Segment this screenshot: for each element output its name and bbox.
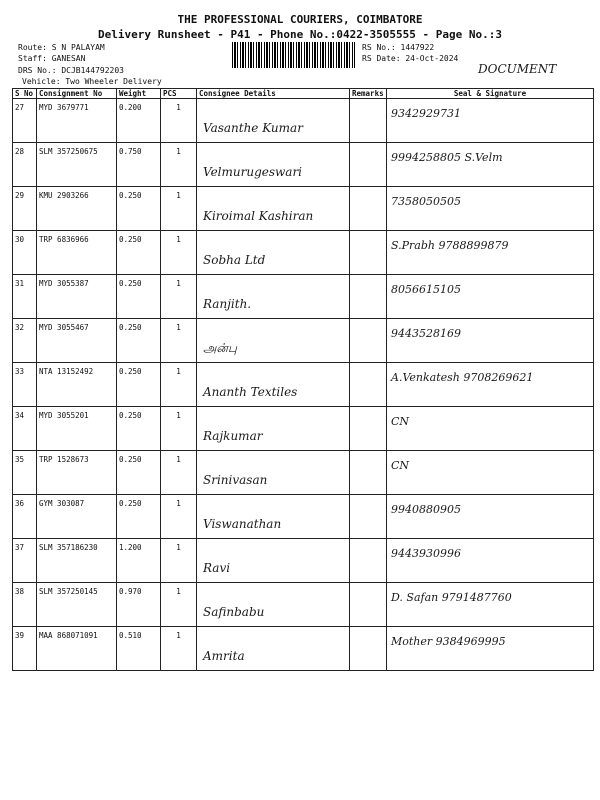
- consignment-cell: TRP 6836966: [37, 231, 117, 275]
- weight-cell: 0.250: [117, 319, 161, 363]
- table-row: [13, 451, 594, 495]
- remarks-cell: [350, 407, 387, 451]
- consignee-cell: [197, 99, 350, 143]
- weight-cell: 0.250: [117, 495, 161, 539]
- table-row: [13, 231, 594, 275]
- company-title: THE PROFESSIONAL COURIERS, COIMBATORE: [177, 13, 423, 26]
- rs-date: RS Date: 24-Oct-2024: [362, 54, 459, 63]
- handwritten-signature: 9443930996: [391, 547, 461, 560]
- vehicle-info: Vehicle: Two Wheeler Delivery: [22, 77, 162, 86]
- sno-cell: 39: [13, 627, 37, 671]
- pcs-cell: 1: [161, 451, 197, 495]
- remarks-cell: [350, 275, 387, 319]
- weight-cell: 0.250: [117, 407, 161, 451]
- col-header-weight: Weight: [117, 89, 161, 99]
- consignee-cell: [197, 143, 350, 187]
- table-row: [13, 627, 594, 671]
- remarks-cell: [350, 143, 387, 187]
- consignment-cell: MYD 3679771: [37, 99, 117, 143]
- signature-cell: [387, 539, 594, 583]
- col-header-consignment: Consignment No: [37, 89, 117, 99]
- sno-cell: 36: [13, 495, 37, 539]
- pcs-cell: 1: [161, 275, 197, 319]
- signature-cell: [387, 231, 594, 275]
- remarks-cell: [350, 99, 387, 143]
- sno-cell: 34: [13, 407, 37, 451]
- handwritten-signature: 9940880905: [391, 503, 461, 516]
- sno-cell: 35: [13, 451, 37, 495]
- handwritten-consignee-name: Ravi: [203, 561, 231, 575]
- consignment-cell: MYD 3055201: [37, 407, 117, 451]
- handwritten-signature: 7358050505: [391, 195, 461, 208]
- remarks-cell: [350, 319, 387, 363]
- col-header-sno: S No: [13, 89, 37, 99]
- pcs-cell: 1: [161, 187, 197, 231]
- handwritten-consignee-name: Ananth Textiles: [203, 385, 298, 399]
- pcs-cell: 1: [161, 627, 197, 671]
- weight-cell: 0.970: [117, 583, 161, 627]
- col-header-signature: Seal & Signature: [387, 89, 594, 99]
- handwritten-consignee-name: அன்பு: [203, 341, 237, 355]
- weight-cell: 0.750: [117, 143, 161, 187]
- weight-cell: 0.250: [117, 363, 161, 407]
- consignee-cell: [197, 275, 350, 319]
- remarks-cell: [350, 231, 387, 275]
- handwritten-consignee-name: Velmurugeswari: [203, 165, 303, 179]
- handwritten-signature: CN: [391, 459, 410, 472]
- consignee-cell: [197, 231, 350, 275]
- handwritten-signature: S.Prabh 9788899879: [391, 239, 509, 252]
- rs-number: RS No.: 1447922: [362, 43, 435, 52]
- col-header-pcs: PCS: [161, 89, 197, 99]
- weight-cell: 0.250: [117, 275, 161, 319]
- consignee-cell: [197, 363, 350, 407]
- consignee-cell: [197, 539, 350, 583]
- handwritten-consignee-name: Viswanathan: [203, 517, 282, 531]
- page-corner-mark: [0, 790, 14, 800]
- handwritten-consignee-name: Ranjith.: [203, 297, 252, 311]
- handwritten-signature: A.Venkatesh 9708269621: [391, 371, 534, 384]
- signature-cell: [387, 187, 594, 231]
- table-row: [13, 187, 594, 231]
- table-row: [13, 275, 594, 319]
- weight-cell: 1.200: [117, 539, 161, 583]
- signature-cell: [387, 495, 594, 539]
- handwritten-signature: 9994258805 S.Velm: [391, 151, 503, 164]
- consignee-cell: [197, 319, 350, 363]
- handwritten-signature: 8056615105: [391, 283, 461, 296]
- pcs-cell: 1: [161, 319, 197, 363]
- runsheet-subtitle: Delivery Runsheet - P41 - Phone No.:0422-3505555 - Page No.:3: [98, 28, 502, 41]
- pcs-cell: 1: [161, 363, 197, 407]
- consignment-cell: SLM 357186230: [37, 539, 117, 583]
- runsheet-table: [12, 88, 594, 671]
- handwritten-consignee-name: Sobha Ltd: [203, 253, 266, 267]
- pcs-cell: 1: [161, 583, 197, 627]
- table-row: [13, 363, 594, 407]
- consignment-cell: TRP 1528673: [37, 451, 117, 495]
- signature-cell: [387, 627, 594, 671]
- signature-cell: [387, 363, 594, 407]
- consignment-cell: GYM 303087: [37, 495, 117, 539]
- table-row: [13, 143, 594, 187]
- consignment-cell: MAA 868071091: [37, 627, 117, 671]
- consignment-cell: KMU 2903266: [37, 187, 117, 231]
- handwritten-signature: 9443528169: [391, 327, 461, 340]
- signature-cell: [387, 319, 594, 363]
- signature-cell: [387, 407, 594, 451]
- consignment-cell: SLM 357250145: [37, 583, 117, 627]
- signature-cell: [387, 583, 594, 627]
- handwritten-consignee-name: Amrita: [203, 649, 245, 663]
- handwritten-consignee-name: Safinbabu: [203, 605, 265, 619]
- consignee-cell: [197, 583, 350, 627]
- handwritten-signature: Mother 9384969995: [391, 635, 506, 648]
- remarks-cell: [350, 363, 387, 407]
- sno-cell: 32: [13, 319, 37, 363]
- consignee-cell: [197, 451, 350, 495]
- staff-info: Staff: GANESAN: [18, 54, 86, 63]
- route-info: Route: S N PALAYAM: [18, 43, 105, 52]
- sno-cell: 33: [13, 363, 37, 407]
- col-header-remarks: Remarks: [350, 89, 387, 99]
- handwritten-consignee-name: Rajkumar: [203, 429, 263, 443]
- remarks-cell: [350, 187, 387, 231]
- consignee-cell: [197, 187, 350, 231]
- remarks-cell: [350, 539, 387, 583]
- barcode-image: [232, 42, 355, 68]
- handwritten-document-note: DOCUMENT: [478, 62, 557, 76]
- handwritten-signature: CN: [391, 415, 410, 428]
- sno-cell: 29: [13, 187, 37, 231]
- table-row: [13, 583, 594, 627]
- consignee-cell: [197, 495, 350, 539]
- consignment-cell: MYD 3055467: [37, 319, 117, 363]
- remarks-cell: [350, 451, 387, 495]
- table-header-row: [13, 89, 594, 99]
- sno-cell: 31: [13, 275, 37, 319]
- sno-cell: 38: [13, 583, 37, 627]
- remarks-cell: [350, 495, 387, 539]
- pcs-cell: 1: [161, 99, 197, 143]
- remarks-cell: [350, 583, 387, 627]
- consignee-cell: [197, 407, 350, 451]
- handwritten-consignee-name: Srinivasan: [203, 473, 268, 487]
- weight-cell: 0.250: [117, 187, 161, 231]
- pcs-cell: 1: [161, 495, 197, 539]
- table-row: [13, 407, 594, 451]
- consignment-cell: MYD 3055387: [37, 275, 117, 319]
- sno-cell: 37: [13, 539, 37, 583]
- weight-cell: 0.510: [117, 627, 161, 671]
- signature-cell: [387, 275, 594, 319]
- drs-number: DRS No.: DCJB144792203: [18, 66, 124, 75]
- table-row: [13, 319, 594, 363]
- handwritten-consignee-name: Vasanthe Kumar: [203, 121, 303, 135]
- pcs-cell: 1: [161, 407, 197, 451]
- handwritten-signature: D. Safan 9791487760: [391, 591, 512, 604]
- sno-cell: 27: [13, 99, 37, 143]
- weight-cell: 0.250: [117, 231, 161, 275]
- signature-cell: [387, 143, 594, 187]
- signature-cell: [387, 99, 594, 143]
- pcs-cell: 1: [161, 539, 197, 583]
- weight-cell: 0.250: [117, 451, 161, 495]
- handwritten-signature: 9342929731: [391, 107, 461, 120]
- handwritten-consignee-name: Kiroimal Kashiran: [203, 209, 314, 223]
- table-row: [13, 495, 594, 539]
- col-header-consignee: Consignee Details: [197, 89, 350, 99]
- pcs-cell: 1: [161, 231, 197, 275]
- consignee-cell: [197, 627, 350, 671]
- consignment-cell: NTA 13152492: [37, 363, 117, 407]
- signature-cell: [387, 451, 594, 495]
- weight-cell: 0.200: [117, 99, 161, 143]
- table-row: [13, 539, 594, 583]
- table-row: [13, 99, 594, 143]
- sno-cell: 28: [13, 143, 37, 187]
- remarks-cell: [350, 627, 387, 671]
- consignment-cell: SLM 357250675: [37, 143, 117, 187]
- sno-cell: 30: [13, 231, 37, 275]
- pcs-cell: 1: [161, 143, 197, 187]
